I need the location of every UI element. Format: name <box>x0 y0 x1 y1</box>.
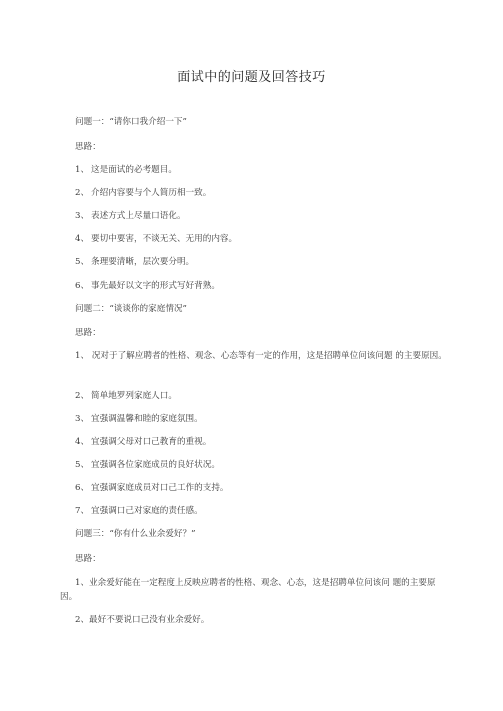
question-1-item <box>75 164 177 176</box>
question-1-thinking-label: 思路： <box>75 142 101 152</box>
item-number: 2、 <box>75 391 90 401</box>
item-text: 宜强调父母对口己教育的重视。 <box>91 437 212 447</box>
item-text: 介绍内容要与个人简历相一致。 <box>91 188 212 198</box>
question-2-item <box>75 413 203 425</box>
question-3-heading: 问题三：“你有什么业余爱好？” <box>75 529 196 539</box>
question-3-item-paragraph: 1、业余爱好能在一定程度上反映应聘者的性格、观念、心态，这是招聘单位问该问 题的主要原因。 <box>60 578 436 602</box>
question-1-heading: 问题一：“请你口我介绍一下” <box>75 117 187 127</box>
question-1-item <box>75 280 220 292</box>
question-2-item <box>75 505 203 517</box>
item-number: 1、 <box>75 165 90 175</box>
item-number: 3、 <box>75 211 90 221</box>
item-text: 条理要清晰，层次要分明。 <box>91 257 195 267</box>
question-1-item <box>75 256 194 268</box>
item-number: 5、 <box>75 257 90 267</box>
item-text: 表述方式上尽量口语化。 <box>91 211 186 221</box>
question-3-thinking-label: 思路： <box>75 554 101 564</box>
item-text: 宜强调家庭成员对口己工作的支持。 <box>91 483 229 493</box>
question-2-item <box>75 390 177 402</box>
item-text: 要切中要害，不谈无关、无用的内容。 <box>91 234 238 244</box>
item-number: 6、 <box>75 281 90 291</box>
item-number: 3、 <box>75 414 90 424</box>
question-2-heading: 问题二：“谈谈你的家庭情况” <box>75 304 187 314</box>
question-2-item <box>75 482 229 494</box>
item-number: 4、 <box>75 437 90 447</box>
question-2-item-paragraph: 1、 况对于了解应聘者的性格、观念、心态等有一定的作用，这是招聘单位问该问题 的主要原因。 <box>75 351 447 361</box>
item-text: 宜强调口己对家庭的责任感。 <box>91 506 203 516</box>
question-2-item <box>75 436 211 448</box>
question-1-item <box>75 210 186 222</box>
question-3-item: 2、最好不要说口己没有业余爱好。 <box>75 615 210 625</box>
item-text: 这是面试的必考题目。 <box>91 165 177 175</box>
document-title: 面试中的问题及回答技巧 <box>177 70 326 85</box>
item-number: 4、 <box>75 234 90 244</box>
item-text: 宜强调温馨和睦的家庭氛围。 <box>91 414 203 424</box>
item-number: 2、 <box>75 188 90 198</box>
question-1-item <box>75 187 211 199</box>
item-number: 7、 <box>75 506 90 516</box>
question-1-item <box>75 233 237 245</box>
question-2-thinking-label: 思路： <box>75 328 101 338</box>
item-number: 6、 <box>75 483 90 493</box>
item-text: 宜强调各位家庭成员的良好状况。 <box>91 460 220 470</box>
item-number: 5、 <box>75 460 90 470</box>
item-text: 事先最好以文字的形式写好背熟。 <box>91 281 220 291</box>
question-2-item <box>75 459 220 471</box>
item-text: 简单地罗列家庭人口。 <box>91 391 177 401</box>
